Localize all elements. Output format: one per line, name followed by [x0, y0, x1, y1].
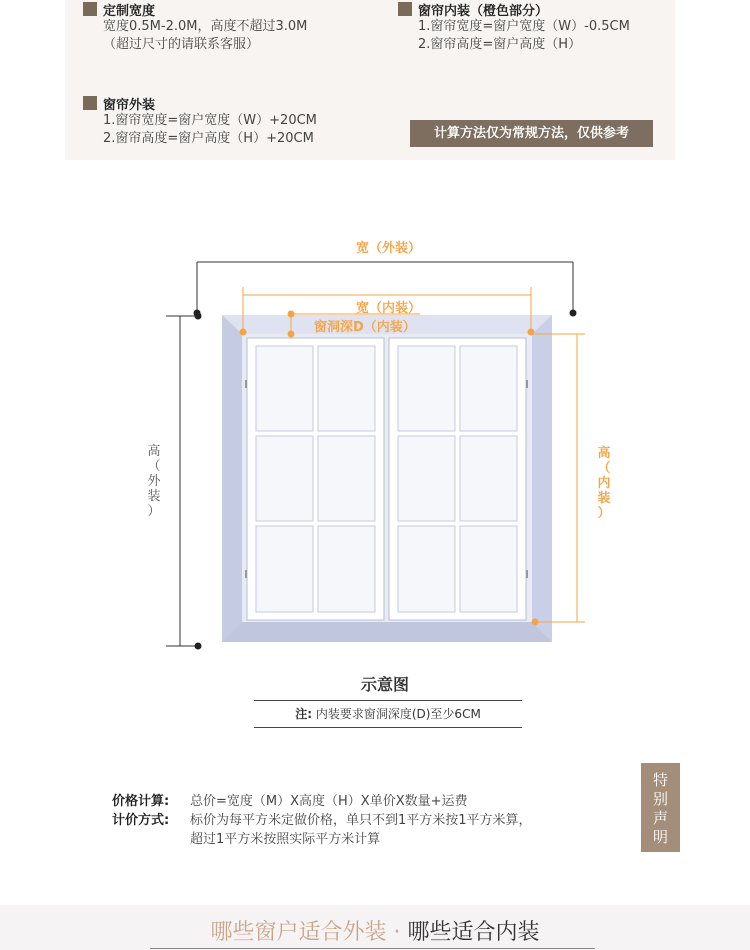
- inner-height-label: 高 （ 内 装 ）: [597, 446, 611, 521]
- reference-note-tag: 计算方法仅为常规方法，仅供参考: [410, 120, 653, 147]
- custom-width-title: 定制宽度: [103, 3, 156, 19]
- bottom-section-title: [0, 915, 750, 946]
- inner-mount-title: 窗帘内装（橙色部分）: [418, 3, 549, 19]
- depth-note: [254, 700, 522, 728]
- bottom-title-outer: 哪些窗户适合外装: [210, 920, 387, 945]
- outer-height-dimension: [166, 313, 202, 650]
- depth-label: 窗洞深D（内装）: [314, 320, 416, 335]
- price-method-line-1: 标价为每平方米定做价格，单只不到1平方米按1平方米算，: [190, 813, 532, 828]
- bottom-title-inner: 哪些适合内装: [407, 920, 540, 945]
- price-calc-label: 价格计算:: [112, 794, 170, 809]
- outer-height-label: 高 （ 外 装 ）: [147, 444, 161, 519]
- special-statement-tag[interactable]: 特 别 声 明: [641, 763, 680, 852]
- custom-width-line-1: 宽度0.5M-2.0M，高度不超过3.0M: [103, 19, 308, 34]
- note-label: 注:: [295, 707, 312, 721]
- pricing-block: [112, 792, 532, 849]
- outer-width-label: 宽（外装）: [356, 241, 422, 256]
- inner-mount-line-2: 2.窗帘高度=窗户高度（H）: [418, 37, 582, 52]
- bottom-rule: [150, 948, 595, 949]
- note-text: 内装要求窗洞深度(D)至少6CM: [315, 707, 481, 721]
- inner-width-label: 宽（内装）: [356, 301, 422, 316]
- window-frame: [222, 315, 552, 642]
- custom-width-line-2: （超过尺寸的请联系客服）: [103, 37, 260, 52]
- outer-mount-title: 窗帘外装: [103, 97, 156, 113]
- outer-mount-line-2: 2.窗帘高度=窗户高度（H）+20CM: [103, 131, 314, 146]
- price-method-line-2: 超过1平方米按照实际平方米计算: [190, 832, 381, 847]
- diagram-caption: 示意图: [360, 675, 409, 694]
- outer-mount-line-1: 1.窗帘宽度=窗户宽度（W）+20CM: [103, 113, 317, 128]
- price-method-label: 计价方式:: [112, 813, 170, 828]
- price-calc-text: 总价=宽度（M）X高度（H）X单价X数量+运费: [190, 794, 468, 809]
- bottom-title-dot: ·: [393, 920, 401, 945]
- inner-mount-line-1: 1.窗帘宽度=窗户宽度（W）-0.5CM: [418, 19, 630, 34]
